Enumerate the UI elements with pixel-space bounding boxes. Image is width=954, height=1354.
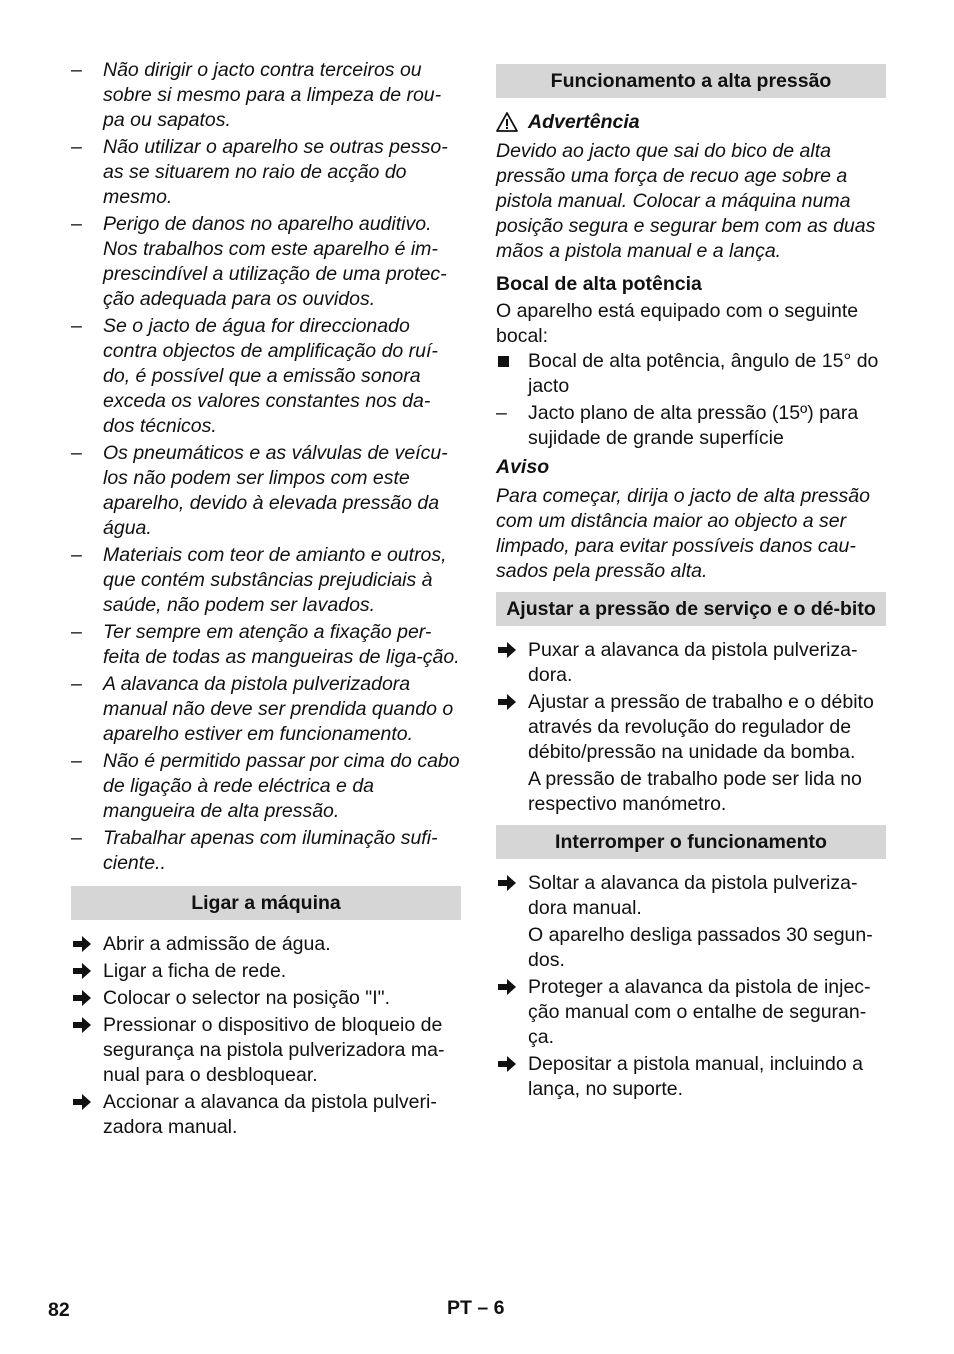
arrow-right-icon	[71, 960, 93, 982]
section-title-ligar: Ligar a máquina	[71, 886, 461, 920]
subsection-title-bocal: Bocal de alta potência	[496, 273, 702, 295]
note-label: Aviso	[496, 456, 550, 478]
language-code: PT	[447, 1297, 472, 1319]
arrow-right-icon	[496, 976, 518, 998]
arrow-right-icon	[496, 639, 518, 661]
step-item: Soltar a alavanca da pistola pulveriza-dora manual.	[496, 871, 886, 921]
step-note: O aparelho desliga passados 30 segun-dos.	[528, 924, 873, 971]
step-item: Puxar a alavanca da pistola pulveriza-dora.	[496, 638, 886, 688]
arrow-right-icon	[71, 1014, 93, 1036]
right-column	[496, 58, 886, 1104]
section-title-interromper: Interromper o funcionamento	[496, 825, 886, 859]
warning-heading: Advertência	[496, 110, 886, 135]
warning-triangle-icon	[496, 111, 518, 133]
arrow-right-icon	[496, 872, 518, 894]
step-item: Colocar o selector na posição "I".	[71, 986, 461, 1011]
language-page-label	[447, 1296, 504, 1321]
arrow-right-icon	[71, 987, 93, 1009]
step-item: Abrir a admissão de água.	[71, 932, 461, 957]
step-item: Accionar a alavanca da pistola pulveri-zadora manual.	[71, 1090, 461, 1140]
warning-item: – Trabalhar apenas com iluminação sufi-ciente..	[71, 827, 438, 874]
warning-item: – Perigo de danos no aparelho auditivo. Nos trabalhos com este aparelho é im-prescindível a utilização de uma protec-ção adequada para os ouvidos.	[71, 213, 447, 310]
left-column	[71, 58, 461, 1142]
section-title-ajustar: Ajustar a pressão de serviço e o dé-bito	[496, 592, 886, 626]
warning-item: – Se o jacto de água for direccionado contra objectos de amplificação do ruí-do, é possível que a emissão sonora exceda os valores constantes nos da-dos técnicos.	[71, 315, 438, 437]
step-item: Depositar a pistola manual, incluindo a lança, no suporte.	[496, 1052, 886, 1102]
language-page-number: – 6	[477, 1297, 505, 1319]
page-number: 82	[48, 1299, 70, 1321]
arrow-right-icon	[71, 933, 93, 955]
step-note: A pressão de trabalho pode ser lida no respectivo manómetro.	[528, 768, 862, 815]
warning-item: – Não dirigir o jacto contra terceiros ou sobre si mesmo para a limpeza de rou-pa ou sapatos.	[71, 59, 442, 131]
bocal-subitem: – Jacto plano de alta pressão (15º) para sujidade de grande superfície	[496, 402, 859, 449]
square-bullet-icon	[498, 356, 509, 367]
step-item: Ligar a ficha de rede.	[71, 959, 461, 984]
bocal-item: Bocal de alta potência, ângulo de 15° do jacto	[496, 349, 886, 399]
arrow-right-icon	[496, 691, 518, 713]
warning-item: – Materiais com teor de amianto e outros, que contém substâncias prejudiciais à saúde, não podem ser lavados.	[71, 544, 447, 616]
step-item: Pressionar o dispositivo de bloqueio de segurança na pistola pulverizadora ma-nual para o desbloquear.	[71, 1013, 461, 1088]
warning-item: – A alavanca da pistola pulverizadora manual não deve ser prendida quando o aparelho estiver em funcionamento.	[71, 673, 454, 745]
warning-item: – Não é permitido passar por cima do cabo de ligação à rede eléctrica e da mangueira de alta pressão.	[71, 750, 460, 822]
step-item: Ajustar a pressão de trabalho e o débito através da revolução do regulador de débito/pressão na unidade da bomba.	[496, 690, 886, 765]
section-title-alta-pressao: Funcionamento a alta pressão	[496, 64, 886, 98]
bocal-intro: O aparelho está equipado com o seguinte bocal:	[496, 300, 859, 347]
warning-item: – Os pneumáticos e as válvulas de veícu-los não podem ser limpos com este aparelho, devido à elevada pressão da água.	[71, 442, 448, 539]
warning-item: – Ter sempre em atenção a fixação per-feita de todas as mangueiras de liga-ção.	[71, 621, 460, 668]
arrow-right-icon	[71, 1091, 93, 1113]
note-text: Para começar, dirija o jacto de alta pressão com um distância maior ao objecto a ser limpado, para evitar possíveis danos cau-sados pela pressão alta.	[496, 485, 870, 582]
step-item: Proteger a alavanca da pistola de injec-ção manual com o entalhe de seguran-ça.	[496, 975, 886, 1050]
warning-item: – Não utilizar o aparelho se outras pesso-as se situarem no raio de acção do mesmo.	[71, 136, 448, 208]
arrow-right-icon	[496, 1053, 518, 1075]
warning-text: Devido ao jacto que sai do bico de alta pressão uma força de recuo age sobre a pistola manual. Colocar a máquina numa posição segura e segurar bem com as duas mãos a pistola manual e a lança.	[496, 140, 876, 262]
